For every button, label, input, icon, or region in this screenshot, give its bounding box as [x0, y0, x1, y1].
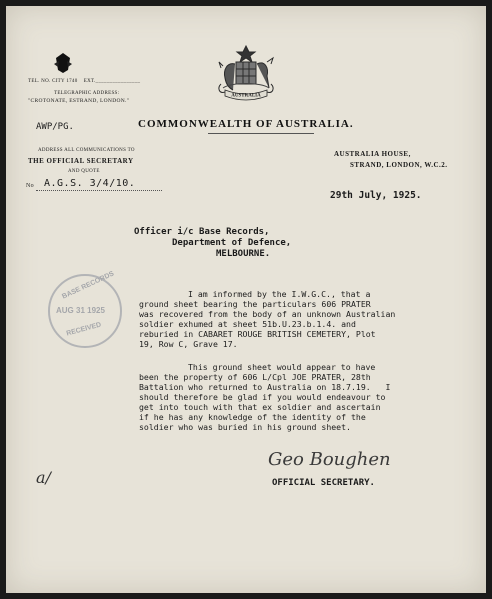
letter-date: 29th July, 1925. — [330, 190, 422, 201]
and-quote-label: AND QUOTE — [68, 169, 100, 174]
signatory-title: OFFICIAL SECRETARY. — [272, 478, 375, 488]
number-prefix: No — [26, 183, 34, 189]
telegraphic-address: "CROTONATE, ESTRAND, LONDON." — [28, 98, 130, 104]
paragraph2-line4: should therefore be glad if you would endeavour to — [139, 392, 386, 402]
paragraph1-line6: 19, Row C, Grave 17. — [139, 339, 238, 349]
house-address-line1: AUSTRALIA HOUSE, — [334, 150, 411, 158]
paragraph2-line6: if he has any knowledge of the identity of the — [139, 412, 366, 422]
stamp-top-text: BASE RECORDS — [61, 270, 116, 301]
received-stamp — [48, 270, 122, 348]
crest-scroll-text: AUSTRALIA — [231, 93, 261, 99]
paragraph2-line7: soldier who was buried in his ground sheet. — [139, 422, 351, 432]
paragraph1-line4: soldier exhumed at sheet 51b.U.23.b.1.4. and — [139, 319, 356, 329]
paragraph2-line5: get into touch with that ex soldier and ascertain — [139, 402, 381, 412]
title-rule — [208, 133, 314, 134]
recipient-line1: Officer i/c Base Records, — [134, 227, 270, 237]
telegraphic-label: TELEGRAPHIC ADDRESS: — [54, 91, 120, 96]
letterhead-title: COMMONWEALTH OF AUSTRALIA. — [138, 118, 354, 130]
margin-annotation: a/ — [36, 468, 51, 487]
stamp-date: AUG 31 1925 — [56, 306, 105, 315]
telephone-line: TEL. NO. CITY 1740 EXT.________________ — [28, 79, 141, 84]
paragraph2-line3: Battalion who returned to Australia on 18.7.19. I — [139, 382, 391, 392]
quote-reference: A.G.S. 3/4/10. — [44, 178, 136, 189]
letter-sheet — [6, 6, 486, 593]
house-address-line2: STRAND, LONDON, W.C.2. — [350, 161, 448, 169]
paragraph1-line5: reburied in CABARET ROUGE BRITISH CEMETERY, Plot — [139, 329, 376, 339]
recipient-line3: MELBOURNE. — [216, 249, 271, 259]
recipient-line2: Department of Defence, — [172, 238, 292, 248]
stamp-bottom-text: RECEIVED — [65, 321, 103, 338]
handwritten-signature: Geo Boughen — [268, 449, 391, 470]
quote-underline — [36, 190, 162, 191]
paragraph1-line3: was recovered from the body of an unknown Australian — [139, 309, 396, 319]
paragraph1-line2: ground sheet bearing the particulars 606 PRATER — [139, 299, 371, 309]
official-secretary-label: THE OFFICIAL SECRETARY — [28, 157, 134, 165]
address-all-label: ADDRESS ALL COMMUNICATIONS TO — [38, 148, 135, 153]
emblem-icon — [52, 52, 74, 74]
paragraph1-line1: I am informed by the I.W.G.C., that a — [188, 289, 371, 299]
paragraph2-line1: This ground sheet would appear to have — [188, 362, 376, 372]
coat-of-arms-icon — [211, 44, 281, 102]
reference-code: AWP/PG. — [36, 122, 74, 132]
paragraph2-line2: been the property of 606 L/Cpl JOE PRATER, 28th — [139, 372, 371, 382]
